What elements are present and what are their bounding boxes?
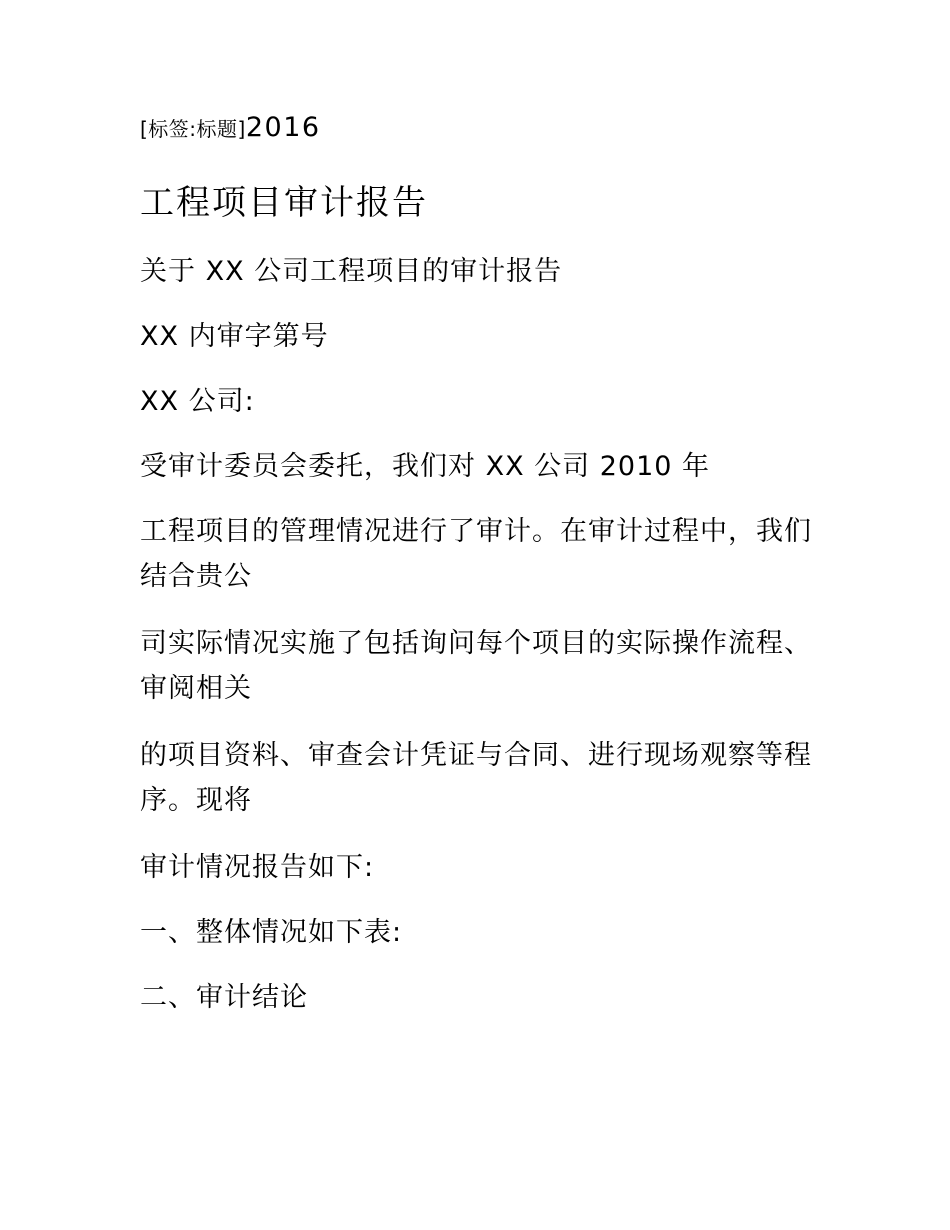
paragraph-5: 审计情况报告如下: <box>140 852 375 883</box>
report-subject: 关于 XX 公司工程项目的审计报告 <box>140 256 563 287</box>
paragraph-1: 受审计委员会委托，我们对 XX 公司 2010 年 <box>140 451 711 482</box>
addressee: XX 公司: <box>140 386 255 417</box>
paragraph-3: 司实际情况实施了包括询问每个项目的实际操作流程、审阅相关 <box>140 628 812 704</box>
section-heading-2: 二、审计结论 <box>140 982 308 1013</box>
section-heading-1: 一、整体情况如下表: <box>140 917 403 948</box>
document-title: 工程项目审计报告 <box>140 183 428 223</box>
paragraph-2: 工程项目的管理情况进行了审计。在审计过程中，我们结合贵公 <box>140 516 812 592</box>
document-number: XX 内审字第号 <box>140 321 329 352</box>
tag-label: [标签:标题] <box>140 117 246 141</box>
tag-header <box>140 112 321 143</box>
tag-year: 2016 <box>245 112 321 143</box>
paragraph-4: 的项目资料、审查会计凭证与合同、进行现场观察等程序。现将 <box>140 740 812 816</box>
